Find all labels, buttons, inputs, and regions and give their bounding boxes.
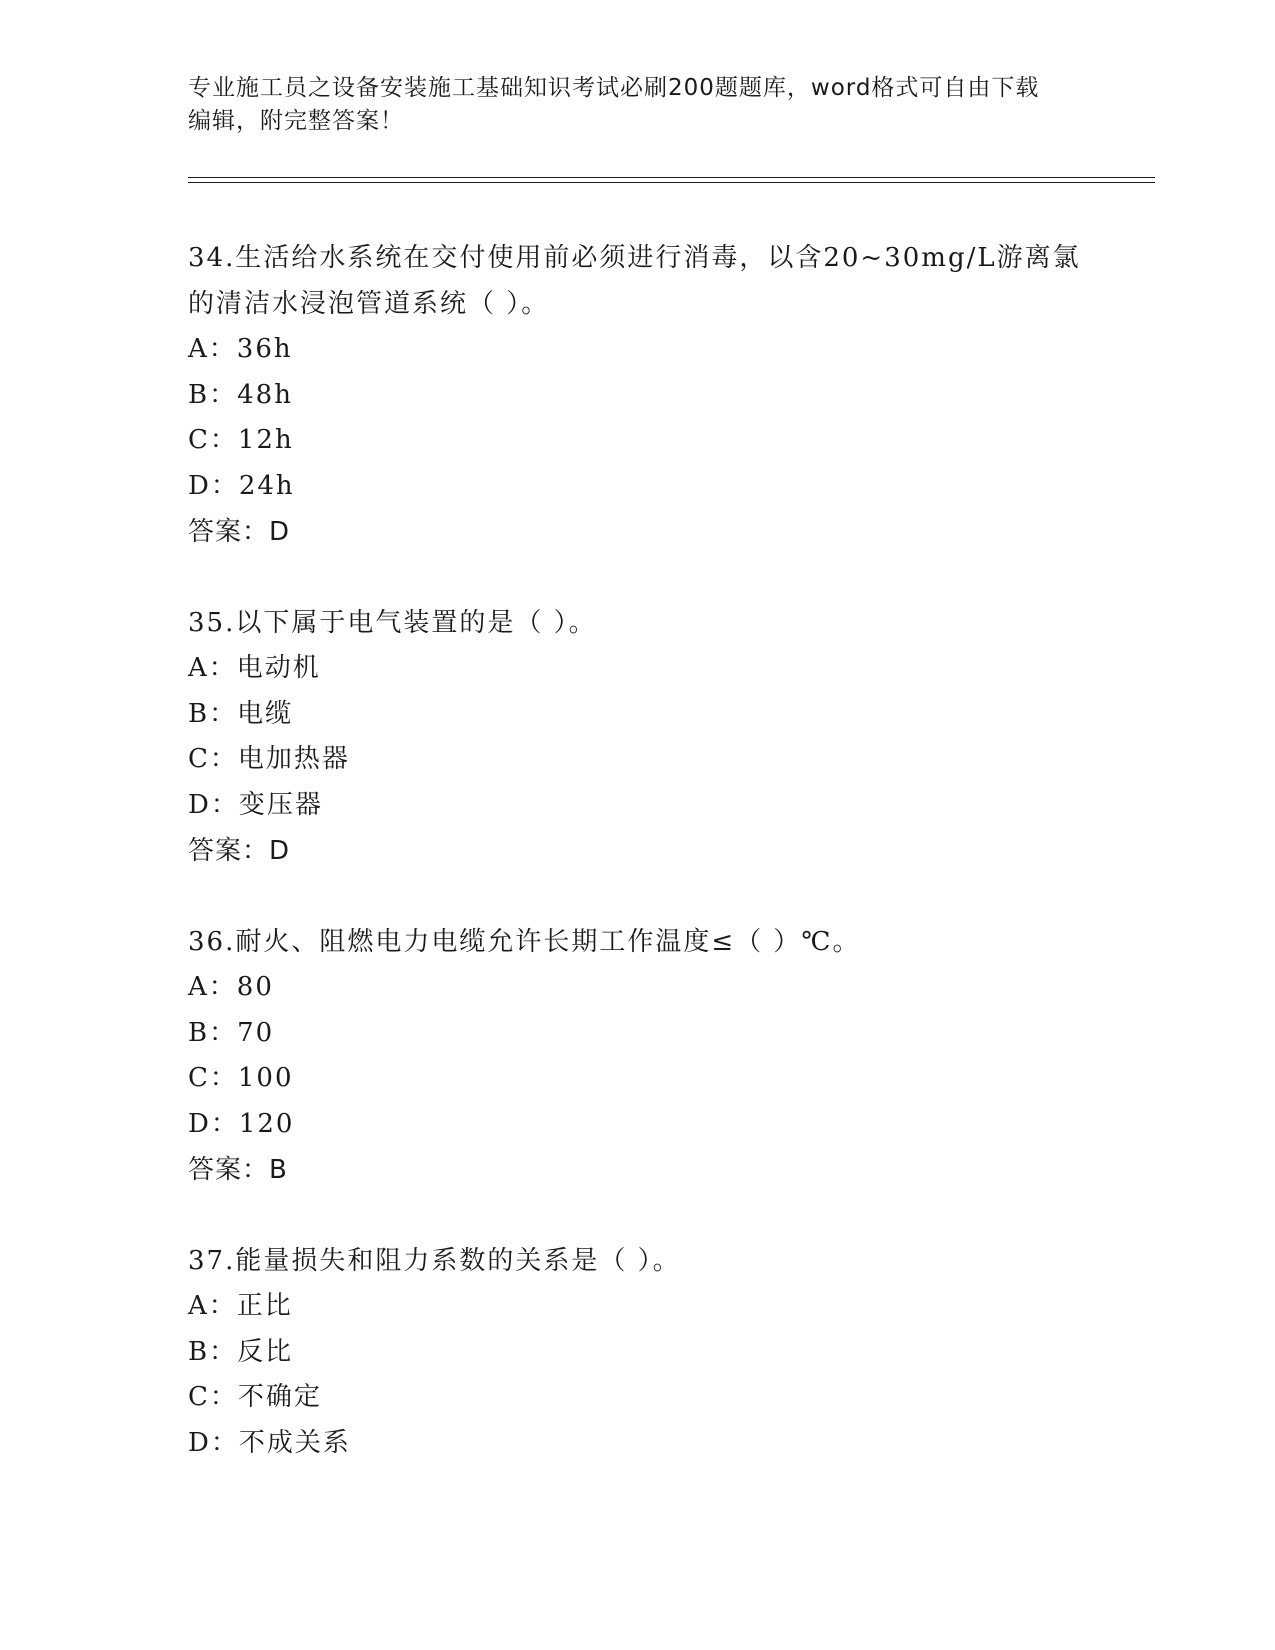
header-divider-bottom: [188, 182, 1155, 183]
header-line-1: 专业施工员之设备安装施工基础知识考试必刷200题题库，word格式可自由下载: [188, 75, 1040, 101]
question-stem: 36.耐火、阻燃电力电缆允许长期工作温度≤（ ）℃。: [188, 927, 861, 957]
question-stem: 37.能量损失和阻力系数的关系是（ ）。: [188, 1246, 681, 1276]
option-d: D：变压器: [188, 789, 323, 820]
option-d: D：24h: [188, 470, 295, 501]
question-stem: 34.生活给水系统在交付使用前必须进行消毒，以含20~30mg/L游离氯: [188, 243, 1081, 273]
answer-line: 答案：B: [188, 1155, 288, 1185]
option-d: D：120: [188, 1108, 295, 1139]
header-line-2: 编辑，附完整答案！: [188, 108, 404, 134]
document-header: [188, 72, 1068, 138]
option-d: D：不成关系: [188, 1427, 351, 1458]
question-35: [188, 600, 1088, 874]
question-37: [188, 1238, 1088, 1466]
option-a: A：80: [188, 972, 274, 1002]
option-b: B：48h: [188, 379, 293, 410]
option-c: C：不确定: [188, 1382, 322, 1412]
answer-line: 答案：D: [188, 517, 291, 547]
answer-line: 答案：D: [188, 836, 291, 866]
option-c: C：12h: [188, 425, 294, 455]
option-b: B：电缆: [188, 698, 294, 729]
option-b: B：反比: [188, 1336, 294, 1367]
question-36: [188, 919, 1088, 1193]
question-34: [188, 235, 1088, 555]
header-divider-top: [188, 177, 1155, 178]
option-c: C：电加热器: [188, 744, 350, 774]
question-stem-continued: 的清洁水浸泡管道系统（ ）。: [188, 289, 550, 319]
option-a: A：36h: [188, 334, 293, 364]
option-b: B：70: [188, 1017, 275, 1048]
option-a: A：正比: [188, 1291, 293, 1321]
question-stem: 35.以下属于电气装置的是（ ）。: [188, 608, 597, 638]
option-a: A：电动机: [188, 653, 321, 683]
option-c: C：100: [188, 1063, 294, 1093]
